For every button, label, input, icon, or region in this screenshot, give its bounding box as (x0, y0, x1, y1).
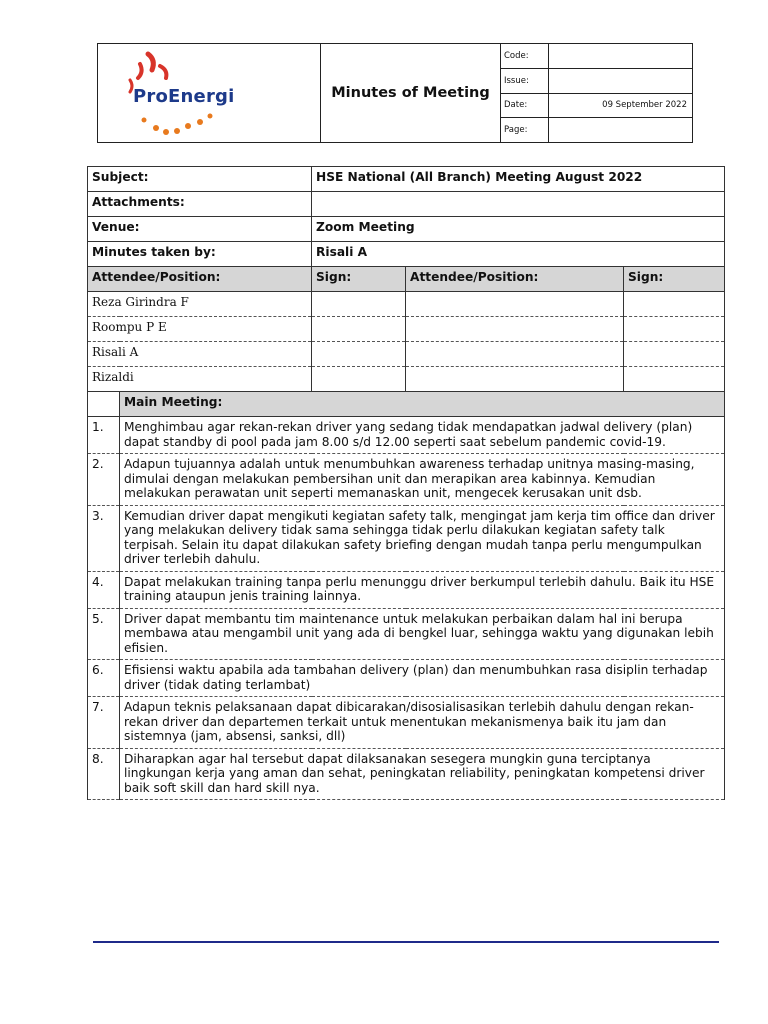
item-number: 1. (88, 417, 120, 454)
attendee-sign (312, 292, 406, 317)
subject-row (88, 167, 725, 192)
venue-row (88, 217, 725, 242)
attendee-name-2 (406, 342, 624, 367)
meeting-item (88, 505, 725, 571)
attendee-sign (312, 367, 406, 392)
main-meeting-header-row (88, 392, 725, 417)
venue-value: Zoom Meeting (312, 217, 725, 242)
item-text: Kemudian driver dapat mengikuti kegiatan safety talk, mengingat jam kerja tim office dan driver yang melakukan delivery tidak sama sehingga tidak perlu dilakukan kegiatan safety talk terpisah. Selain itu dapat dilakukan safety briefing dengan mudah tanpa perlu mengumpulkan driver terlebih dahulu. (120, 505, 725, 571)
meeting-item (88, 454, 725, 506)
attendee-name: Risali A (88, 342, 312, 367)
attendee-row (88, 317, 725, 342)
meta-value (549, 118, 692, 142)
meta-value: 09 September 2022 (602, 100, 687, 111)
attendee-name-2 (406, 317, 624, 342)
main-meeting-num-cell (88, 392, 120, 417)
meta-row-issue (501, 69, 692, 94)
meeting-item (88, 608, 725, 660)
meeting-item (88, 417, 725, 454)
meeting-item (88, 697, 725, 749)
attendee-sign-2 (624, 367, 725, 392)
document-meta (501, 44, 692, 142)
attendee-sign-2 (624, 342, 725, 367)
subject-label: Subject: (88, 167, 312, 192)
minutes-taker-value: Risali A (312, 242, 725, 267)
attachments-value (312, 192, 725, 217)
meta-label: Code: (501, 44, 549, 68)
subject-value: HSE National (All Branch) Meeting August 2022 (312, 167, 725, 192)
attachments-row (88, 192, 725, 217)
meta-row-page (501, 118, 692, 142)
attendee-header-row (88, 267, 725, 292)
item-number: 8. (88, 748, 120, 800)
attendee-column-header: Attendee/Position: (88, 267, 312, 292)
document-header (97, 43, 693, 143)
attendee-name: Reza Girindra F (88, 292, 312, 317)
item-number: 3. (88, 505, 120, 571)
attendee-sign-2 (624, 292, 725, 317)
item-text: Dapat melakukan training tanpa perlu menunggu driver berkumpul terlebih dahulu. Baik itu HSE training ataupun jenis training lainnya. (120, 571, 725, 608)
company-logo-cell (98, 44, 321, 142)
item-number: 4. (88, 571, 120, 608)
minutes-taker-row (88, 242, 725, 267)
attendee-name-2 (406, 367, 624, 392)
item-text: Diharapkan agar hal tersebut dapat dilaksanakan sesegera mungkin guna terciptanya lingkungan kerja yang aman dan sehat, peningkatan reliability, peningkatan kompetensi driver baik soft skill dan hard skill nya. (120, 748, 725, 800)
attendee-column-header-2: Attendee/Position: (406, 267, 624, 292)
attendee-row (88, 292, 725, 317)
item-text: Adapun teknis pelaksanaan dapat dibicarakan/disosialisasikan terlebih dahulu dengan rekan-rekan driver dan departemen terkait untuk menentukan mekanismenya baik itu jam dan sistemnya (jam, absensi, sanksi, dll) (120, 697, 725, 749)
attendee-row (88, 367, 725, 392)
attendee-sign (312, 342, 406, 367)
meta-value (549, 69, 692, 93)
footer-rule (93, 941, 719, 943)
sign-column-header: Sign: (312, 267, 406, 292)
meeting-item (88, 660, 725, 697)
item-text: Menghimbau agar rekan-rekan driver yang sedang tidak mendapatkan jadwal delivery (plan) dapat standby di pool pada jam 8.00 s/d 12.00 seperti saat sebelum pandemic covid-19. (120, 417, 725, 454)
meta-row-code (501, 44, 692, 69)
meta-row-date (501, 94, 692, 119)
attendee-sign-2 (624, 317, 725, 342)
logo-wordmark: ProEnergi (133, 86, 235, 107)
item-number: 7. (88, 697, 120, 749)
meta-value (549, 44, 692, 68)
minutes-table (87, 166, 725, 800)
attendee-name-2 (406, 292, 624, 317)
item-text: Adapun tujuannya adalah untuk menumbuhkan awareness terhadap unitnya masing-masing, dimulai dengan melakukan pembersihan unit dan merapikan area kabinnya. Kemudian melakukan perawatan unit seperti memanaskan unit, mengecek kerusakan unit dsb. (120, 454, 725, 506)
meeting-item (88, 571, 725, 608)
meta-label: Issue: (501, 69, 549, 93)
attendee-name: Roompu P E (88, 317, 312, 342)
minutes-taker-label: Minutes taken by: (88, 242, 312, 267)
attachments-label: Attachments: (88, 192, 312, 217)
item-text: Driver dapat membantu tim maintenance untuk melakukan perbaikan dalam hal ini berupa membawa atau mengambil unit yang ada di bengkel luar, sehingga waktu yang digunakan lebih efisien. (120, 608, 725, 660)
meta-label: Date: (501, 94, 549, 118)
venue-label: Venue: (88, 217, 312, 242)
meta-label: Page: (501, 118, 549, 142)
item-number: 5. (88, 608, 120, 660)
meeting-item (88, 748, 725, 800)
document-title: Minutes of Meeting (321, 44, 501, 142)
item-text: Efisiensi waktu apabila ada tambahan delivery (plan) dan menumbuhkan rasa disiplin terhadap driver (tidak dating terlambat) (120, 660, 725, 697)
attendee-row (88, 342, 725, 367)
item-number: 2. (88, 454, 120, 506)
item-number: 6. (88, 660, 120, 697)
main-meeting-label: Main Meeting: (120, 392, 725, 417)
sign-column-header-2: Sign: (624, 267, 725, 292)
attendee-sign (312, 317, 406, 342)
attendee-name: Rizaldi (88, 367, 312, 392)
